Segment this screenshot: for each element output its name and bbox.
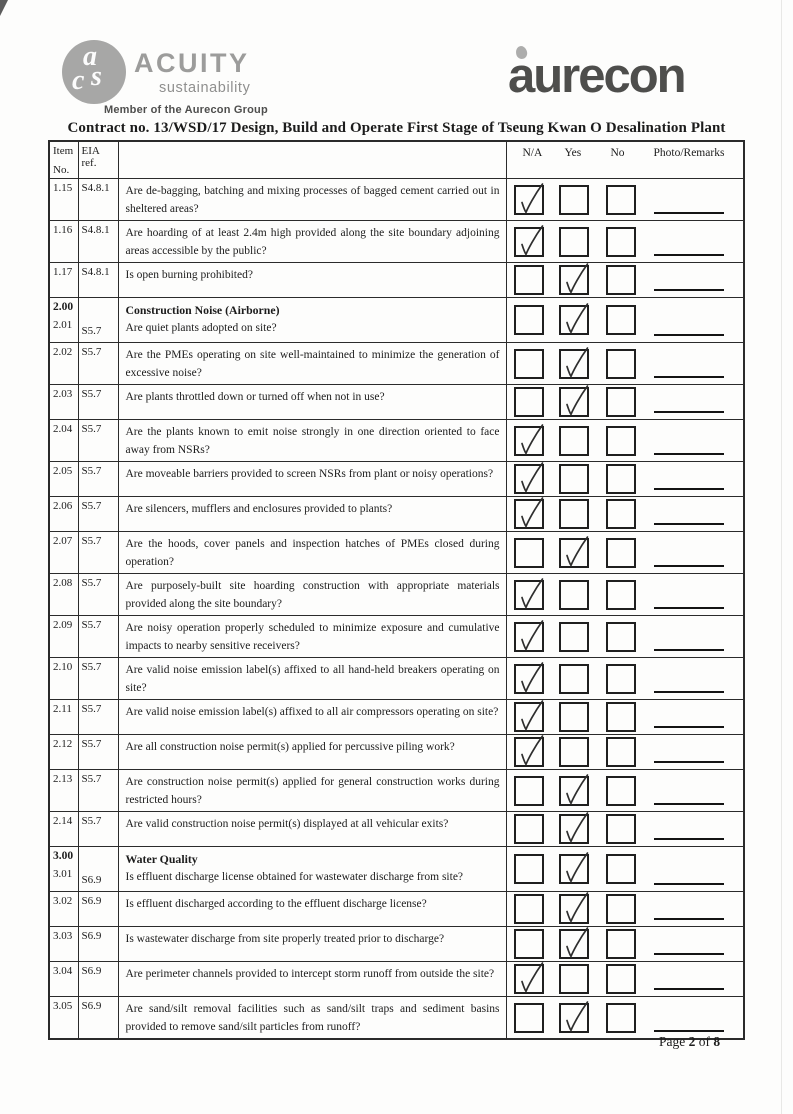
col-header-eia: EIA ref. [79, 142, 119, 178]
question-text: Are construction noise permit(s) applied for general construction works during restricted hours? [125, 776, 500, 806]
checkbox-yes[interactable] [559, 814, 589, 844]
item-number: 2.04 [53, 423, 73, 435]
checkbox-no[interactable] [606, 426, 636, 456]
tick-mark-icon [561, 856, 587, 882]
checkbox-na[interactable] [514, 737, 544, 767]
table-row [50, 997, 743, 1038]
remarks-line[interactable] [654, 523, 724, 525]
eia-ref: S5.7 [81, 535, 102, 547]
scan-edge-line [781, 0, 782, 1114]
checkbox-na[interactable] [514, 227, 544, 257]
question-text: Are all construction noise permit(s) applied for percussive piling work? [125, 741, 455, 753]
remarks-line[interactable] [654, 376, 724, 378]
item-number: 2.08 [53, 577, 73, 589]
remarks-line[interactable] [654, 691, 724, 693]
checkbox-yes[interactable] [559, 776, 589, 806]
tick-mark-icon [561, 896, 587, 922]
eia-ref: S6.9 [81, 930, 102, 942]
eia-ref: S5.7 [81, 738, 102, 750]
acuity-wordmark: ACUITY [134, 48, 250, 78]
table-row [50, 700, 743, 735]
checkbox-no[interactable] [606, 387, 636, 417]
remarks-line[interactable] [654, 988, 724, 990]
col-header-na: N/A [522, 147, 543, 159]
question-text: Are the plants known to emit noise strongly in one direction oriented to face away from NSRs? [125, 426, 500, 456]
scan-corner-artifact [0, 0, 8, 16]
eia-ref: S5.7 [81, 423, 102, 435]
tick-mark-icon [516, 582, 542, 608]
checkbox-yes[interactable] [559, 426, 589, 456]
question-text: Are plants throttled down or turned off when not in use? [125, 391, 385, 403]
col-header-item-line2: No. [53, 164, 70, 176]
checkbox-yes[interactable] [559, 929, 589, 959]
acuity-logo [60, 40, 310, 122]
table-row [50, 263, 743, 298]
checkbox-no[interactable] [606, 580, 636, 610]
checkbox-na[interactable] [514, 349, 544, 379]
checkbox-na[interactable] [514, 814, 544, 844]
item-number: 2.03 [53, 388, 73, 400]
checkbox-na[interactable] [514, 929, 544, 959]
table-row [50, 574, 743, 616]
item-number: 1.16 [53, 224, 73, 236]
tick-mark-icon [516, 187, 542, 213]
item-number: 3.05 [53, 1000, 73, 1012]
section-number: 2.00 [53, 301, 74, 313]
tick-mark-icon [561, 307, 587, 333]
eia-ref: S5.7 [81, 500, 102, 512]
tick-mark-icon [516, 704, 542, 730]
eia-ref: S5.7 [81, 388, 102, 400]
remarks-line[interactable] [654, 565, 724, 567]
aurecon-wordmark: aurecon [508, 49, 685, 103]
question-text: Is open burning prohibited? [125, 269, 253, 281]
checklist-body [50, 179, 743, 1038]
checkbox-no[interactable] [606, 538, 636, 568]
checkbox-yes[interactable] [559, 305, 589, 335]
checkbox-no[interactable] [606, 737, 636, 767]
remarks-line[interactable] [654, 488, 724, 490]
checkbox-yes[interactable] [559, 580, 589, 610]
remarks-line[interactable] [654, 649, 724, 651]
eia-ref: S6.9 [81, 1000, 102, 1012]
eia-ref: S4.8.1 [81, 224, 110, 236]
item-number: 2.07 [53, 535, 73, 547]
section-number: 3.00 [53, 850, 74, 862]
item-number: 2.14 [53, 815, 73, 827]
checkbox-no[interactable] [606, 265, 636, 295]
remarks-line[interactable] [654, 453, 724, 455]
question-text: Are the PMEs operating on site well-maintained to minimize the generation of excessive noise? [125, 349, 500, 379]
eia-ref: S5.7 [81, 325, 102, 337]
checkbox-no[interactable] [606, 664, 636, 694]
question-text: Are the hoods, cover panels and inspection hatches of PMEs closed during operation? [125, 538, 500, 568]
col-header-item [50, 142, 79, 178]
question-text: Are hoarding of at least 2.4m high provided along the site boundary adjoining areas accessible by the public? [125, 227, 500, 257]
checkbox-no[interactable] [606, 814, 636, 844]
eia-ref: S5.7 [81, 346, 102, 358]
checkbox-yes[interactable] [559, 1003, 589, 1033]
question-text: Are valid noise emission label(s) affixed to all hand-held breakers operating on site? [125, 664, 500, 694]
tick-mark-icon [516, 666, 542, 692]
tick-mark-icon [561, 389, 587, 415]
checkbox-yes[interactable] [559, 464, 589, 494]
tick-mark-icon [561, 351, 587, 377]
question-text: Is effluent discharged according to the effluent discharge license? [125, 898, 427, 910]
table-row [50, 462, 743, 497]
checkbox-na[interactable] [514, 265, 544, 295]
question-text: Are quiet plants adopted on site? [125, 322, 277, 334]
item-number: 3.03 [53, 930, 73, 942]
page-title: Contract no. 13/WSD/17 Design, Build and Operate First Stage of Tseung Kwan O Desalination Plant [67, 120, 726, 136]
question-text: Are sand/silt removal facilities such as sand/silt traps and sediment basins provided to remove sand/silt particles from runoff? [125, 1003, 500, 1033]
table-row [50, 298, 743, 343]
table-row [50, 927, 743, 962]
item-number: 2.09 [53, 619, 73, 631]
item-number: 1.17 [53, 266, 73, 278]
tick-mark-icon [561, 816, 587, 842]
item-number: 1.15 [53, 182, 73, 194]
acuity-subtitle: sustainability [159, 80, 251, 96]
table-row [50, 616, 743, 658]
checkbox-na[interactable] [514, 702, 544, 732]
remarks-line[interactable] [654, 803, 724, 805]
table-header-row [50, 142, 743, 179]
eia-ref: S5.7 [81, 773, 102, 785]
table-row [50, 385, 743, 420]
page-number-of: of [698, 1034, 710, 1049]
question-text: Are perimeter channels provided to intercept storm runoff from outside the site? [125, 968, 495, 980]
checkbox-no[interactable] [606, 702, 636, 732]
section-title: Construction Noise (Airborne) [125, 303, 280, 317]
checkbox-yes[interactable] [559, 227, 589, 257]
checkbox-no[interactable] [606, 894, 636, 924]
acuity-tagline: Member of the Aurecon Group [104, 104, 268, 116]
checkbox-no[interactable] [606, 622, 636, 652]
checkbox-yes[interactable] [559, 964, 589, 994]
question-text: Are moveable barriers provided to screen NSRs from plant or noisy operations? [125, 468, 494, 480]
checkbox-yes[interactable] [559, 737, 589, 767]
item-number: 3.04 [53, 965, 73, 977]
eia-ref: S4.8.1 [81, 266, 110, 278]
item-number: 3.01 [53, 868, 73, 880]
tick-mark-icon [561, 931, 587, 957]
checkbox-na[interactable] [514, 964, 544, 994]
remarks-line[interactable] [654, 254, 724, 256]
section-title: Water Quality [125, 852, 198, 866]
question-text: Are silencers, mufflers and enclosures provided to plants? [125, 503, 393, 515]
checkbox-no[interactable] [606, 305, 636, 335]
eia-ref: S4.8.1 [81, 182, 110, 194]
question-text: Are purposely-built site hoarding construction with appropriate materials provided along the site boundary? [125, 580, 500, 610]
checkbox-na[interactable] [514, 538, 544, 568]
remarks-line[interactable] [654, 918, 724, 920]
eia-ref: S5.7 [81, 465, 102, 477]
eia-ref: S5.7 [81, 703, 102, 715]
remarks-line[interactable] [654, 883, 724, 885]
checkbox-yes[interactable] [559, 265, 589, 295]
checkbox-yes[interactable] [559, 499, 589, 529]
checkbox-yes[interactable] [559, 349, 589, 379]
eia-ref: S5.7 [81, 661, 102, 673]
checkbox-yes[interactable] [559, 538, 589, 568]
checkbox-na[interactable] [514, 426, 544, 456]
item-number: 2.11 [53, 703, 72, 715]
eia-ref: S5.7 [81, 577, 102, 589]
table-row [50, 658, 743, 700]
col-header-item-line1: Item [53, 145, 74, 157]
checkbox-na[interactable] [514, 580, 544, 610]
checkbox-no[interactable] [606, 227, 636, 257]
question-text: Are valid noise emission label(s) affixed to all air compressors operating on site? [125, 706, 499, 718]
checkbox-no[interactable] [606, 1003, 636, 1033]
table-row [50, 847, 743, 892]
table-row [50, 962, 743, 997]
item-number: 3.02 [53, 895, 73, 907]
table-row [50, 770, 743, 812]
tick-mark-icon [561, 267, 587, 293]
acuity-monogram-icon [62, 40, 126, 104]
col-header-photo-remarks: Photo/Remarks [653, 147, 725, 159]
checkbox-na[interactable] [514, 622, 544, 652]
checkbox-na[interactable] [514, 185, 544, 215]
remarks-line[interactable] [654, 1030, 724, 1032]
remarks-line[interactable] [654, 334, 724, 336]
item-number: 2.05 [53, 465, 73, 477]
table-row [50, 812, 743, 847]
tick-mark-icon [561, 778, 587, 804]
tick-mark-icon [516, 624, 542, 650]
monogram-letter: c [72, 65, 85, 96]
monogram-letter: s [91, 61, 102, 92]
checkbox-no[interactable] [606, 776, 636, 806]
aurecon-logo [500, 44, 770, 110]
table-row [50, 221, 743, 263]
tick-mark-icon [561, 540, 587, 566]
question-text: Are valid construction noise permit(s) displayed at all vehicular exits? [125, 818, 449, 830]
question-text: Is effluent discharge license obtained for wastewater discharge from site? [125, 871, 464, 883]
checkbox-no[interactable] [606, 929, 636, 959]
checkbox-na[interactable] [514, 499, 544, 529]
eia-ref: S6.9 [81, 874, 102, 886]
checkbox-na[interactable] [514, 305, 544, 335]
table-row [50, 497, 743, 532]
checkbox-no[interactable] [606, 854, 636, 884]
col-header-question [119, 142, 507, 178]
monogram-letter: a [83, 41, 97, 72]
question-text: Are de-bagging, batching and mixing processes of bagged cement carried out in sheltered areas? [125, 185, 500, 215]
tick-mark-icon [516, 739, 542, 765]
checkbox-na[interactable] [514, 776, 544, 806]
tick-mark-icon [516, 229, 542, 255]
checkbox-na[interactable] [514, 387, 544, 417]
tick-mark-icon [516, 966, 542, 992]
page-number-current: 2 [688, 1034, 696, 1049]
col-header-answers [507, 142, 744, 178]
item-number: 2.10 [53, 661, 73, 673]
item-number: 2.12 [53, 738, 73, 750]
checkbox-no[interactable] [606, 349, 636, 379]
checkbox-yes[interactable] [559, 854, 589, 884]
question-text: Are noisy operation properly scheduled to minimize exposure and cumulative impacts to nearby sensitive receivers? [125, 622, 500, 652]
checkbox-na[interactable] [514, 894, 544, 924]
col-header-no: No [610, 147, 625, 159]
table-row [50, 532, 743, 574]
remarks-line[interactable] [654, 953, 724, 955]
remarks-line[interactable] [654, 761, 724, 763]
remarks-line[interactable] [654, 212, 724, 214]
checkbox-yes[interactable] [559, 702, 589, 732]
checkbox-no[interactable] [606, 964, 636, 994]
checkbox-no[interactable] [606, 185, 636, 215]
table-row [50, 735, 743, 770]
checkbox-no[interactable] [606, 464, 636, 494]
eia-ref: S5.7 [81, 619, 102, 631]
question-text: Is wastewater discharge from site properly treated prior to discharge? [125, 933, 445, 945]
table-row [50, 179, 743, 221]
checkbox-na[interactable] [514, 1003, 544, 1033]
item-number: 2.01 [53, 319, 73, 331]
tick-mark-icon [561, 1005, 587, 1031]
item-number: 2.06 [53, 500, 73, 512]
checklist-table [48, 140, 745, 1040]
checkbox-yes[interactable] [559, 664, 589, 694]
item-number: 2.13 [53, 773, 73, 785]
checkbox-na[interactable] [514, 854, 544, 884]
checkbox-yes[interactable] [559, 894, 589, 924]
checkbox-yes[interactable] [559, 387, 589, 417]
table-row [50, 892, 743, 927]
tick-mark-icon [516, 428, 542, 454]
checkbox-na[interactable] [514, 664, 544, 694]
remarks-line[interactable] [654, 607, 724, 609]
remarks-line[interactable] [654, 289, 724, 291]
remarks-line[interactable] [654, 726, 724, 728]
eia-ref: S6.9 [81, 895, 102, 907]
remarks-line[interactable] [654, 838, 724, 840]
eia-ref: S5.7 [81, 815, 102, 827]
remarks-line[interactable] [654, 411, 724, 413]
checkbox-yes[interactable] [559, 185, 589, 215]
page-number-total: 8 [713, 1034, 721, 1049]
eia-ref: S6.9 [81, 965, 102, 977]
tick-mark-icon [516, 466, 542, 492]
col-header-yes: Yes [564, 147, 582, 159]
page-number [659, 1034, 720, 1050]
checkbox-no[interactable] [606, 499, 636, 529]
tick-mark-icon [516, 501, 542, 527]
item-number: 2.02 [53, 346, 73, 358]
page-number-prefix: Page [659, 1034, 686, 1049]
checkbox-na[interactable] [514, 464, 544, 494]
table-row [50, 343, 743, 385]
checkbox-yes[interactable] [559, 622, 589, 652]
table-row [50, 420, 743, 462]
